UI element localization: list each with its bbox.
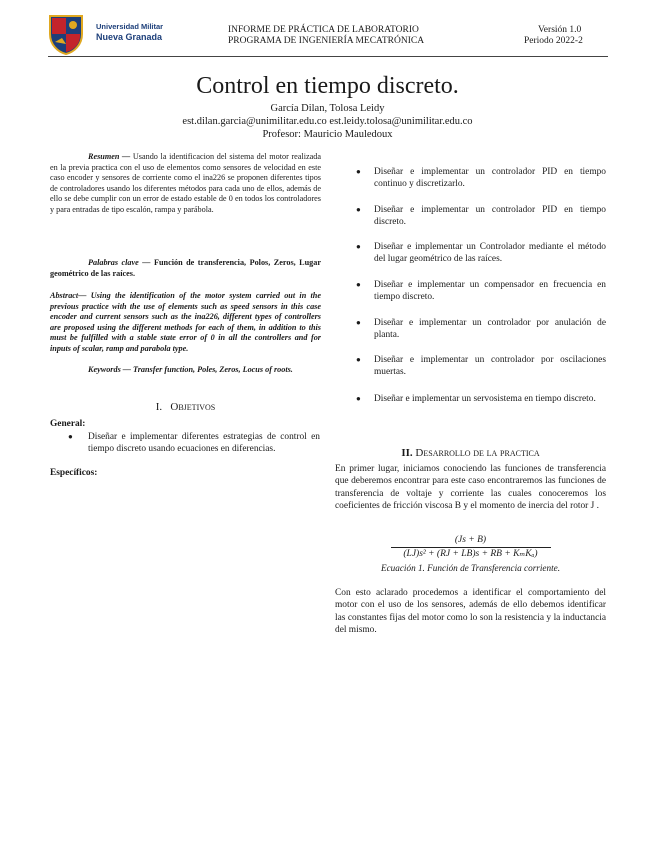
keywords-en <box>50 365 321 376</box>
logo-text-line2: Nueva Granada <box>96 32 163 42</box>
header-program: PROGRAMA DE INGENIERÍA MECATRÓNICA <box>228 36 425 46</box>
keywords-en-label: Keywords — <box>88 365 131 374</box>
section-1-number: I. <box>155 401 163 413</box>
bullet-icon: ● <box>356 355 361 364</box>
transfer-function-equation <box>335 534 606 560</box>
equation-caption: Ecuación 1. Función de Transferencia corriente. <box>380 563 561 573</box>
section-1-heading <box>50 401 321 414</box>
equation-numerator: (Js + B) <box>454 535 487 545</box>
abstract-es <box>50 152 321 216</box>
specific-objective: ● Diseñar e implementar un controlador por anulación de planta. <box>356 318 606 341</box>
specific-objective: ● Diseñar e implementar un servosistema en tiempo discreto. <box>356 394 596 404</box>
header-report-title: INFORME DE PRÁCTICA DE LABORATORIO <box>228 25 419 35</box>
header-version: Versión 1.0 <box>538 25 582 35</box>
bullet-icon: ● <box>68 432 73 441</box>
professor: Profesor: Mauricio Mauledoux <box>262 129 393 140</box>
abstract-en-text: Using the identification of the motor system carried out in the previous practice with the use of elements such as speed sensors in this case encoder and current sensors such as the ina226, different types of controllers are proposed using the different methods for each of them, in addition to this must be fulfilled with a stable state error of 0 in all the controllers and for inputs of scalar, ramp and parabola type. <box>50 291 321 353</box>
logo-text-line1: Universidad Militar <box>96 22 164 31</box>
keywords-es <box>50 258 321 279</box>
university-logo <box>44 12 164 56</box>
specific-objective: ● Diseñar e implementar un compensador en frecuencia en tiempo discreto. <box>356 280 606 303</box>
general-objective <box>68 431 320 469</box>
abstract-es-label: Resumen — <box>88 152 131 161</box>
general-objective-text: Diseñar e implementar diferentes estrategias de control en tiempo discreto usando ecuaciones en diferencias. <box>88 432 320 455</box>
specific-label: Específicos: <box>50 468 98 478</box>
keywords-en-text: Transfer function, Poles, Zeros, Locus of roots. <box>133 365 293 374</box>
section-2-number: II. <box>401 447 413 459</box>
equation-denominator: (LJ)s² + (RJ + LB)s + RB + KₘKₐ) <box>403 549 538 559</box>
abstract-en <box>50 291 321 355</box>
bullet-icon: ● <box>356 242 361 251</box>
abstract-en-label: Abstract— <box>50 291 87 300</box>
section-2-title: Desarrollo de la practica <box>415 447 540 459</box>
bullet-icon: ● <box>356 205 361 214</box>
author-emails: est.dilan.garcia@unimilitar.edu.co est.leidy.tolosa@unimilitar.edu.co <box>182 116 473 127</box>
section-2-paragraph-2: Con esto aclarado procedemos a identificar el comportamiento del motor con el uso de los sensores, además de ello debemos identificar las constantes fijas del motor como lo son la resistencia y la inductancia del mismo. <box>335 588 606 635</box>
section-1-title: Objetivos <box>170 401 216 413</box>
keywords-es-text: Función de transferencia, Polos, Zeros, Lugar geométrico de las raíces. <box>50 258 321 278</box>
paper-title: Control en tiempo discreto. <box>196 73 459 99</box>
section-2-heading <box>335 447 606 460</box>
specific-objective: ● Diseñar e implementar un controlador PID en tiempo discreto. <box>356 205 606 228</box>
bullet-icon: ● <box>356 318 361 327</box>
abstract-es-text: Usando la identificacion del sistema del motor realizada en la previa practica con el uso de elementos como sensores de velocidad en este caso encoder y sensores de corriente como el ina226 se proponen diferentes tipos de controladores usando los diferentes métodos para cada uno de ellos, además de ello se debe cumplir con un error de estado estable de 0 en todos los controladores y para entradas de tipo escalón, rampa y parábola. <box>50 152 321 214</box>
specific-objective: ● Diseñar e implementar un controlador por oscilaciones muertas. <box>356 355 606 378</box>
shield-icon <box>44 12 88 56</box>
keywords-es-label: Palabras clave — <box>88 258 151 267</box>
header-rule <box>48 56 608 57</box>
section-2-paragraph-1: En primer lugar, iniciamos conociendo las funciones de transferencia que deberemos encontrar para este caso encontraremos las funciones de transferencia de voltaje y corriente las cuales conoceremos los coeficientes de fricción viscosa B y el momento de inercia del rotor J . <box>335 464 606 511</box>
bullet-icon: ● <box>356 280 361 289</box>
authors: García Dilan, Tolosa Leidy <box>270 103 385 114</box>
bullet-icon: ● <box>356 167 361 176</box>
specific-objective: ● Diseñar e implementar un Controlador mediante el método del lugar geométrico de las raíces. <box>356 242 606 265</box>
specific-objective: ● Diseñar e implementar un controlador PID en tiempo continuo y discretizarlo. <box>356 167 606 190</box>
bullet-icon: ● <box>356 394 361 403</box>
general-label: General: <box>50 419 86 429</box>
header-period: Periodo 2022-2 <box>524 36 583 46</box>
